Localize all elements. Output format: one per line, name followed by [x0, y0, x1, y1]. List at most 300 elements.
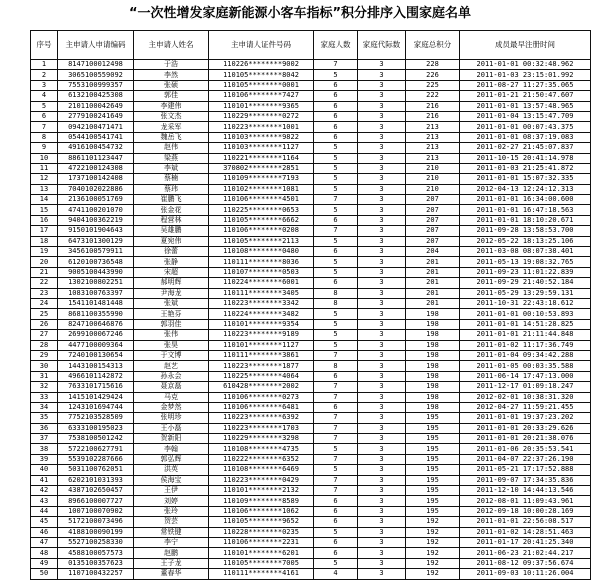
cell-serial: 13 [31, 185, 58, 195]
cell-id-number: 110101********6201 [209, 548, 314, 558]
cell-applicant-name: 李然 [134, 70, 209, 80]
cell-earliest-registration: 2011-09-03 10:11:26.004 [460, 569, 591, 579]
cell-id-number: 110229********0272 [209, 112, 314, 122]
cell-total-points: 201 [406, 289, 460, 299]
cell-generations: 3 [358, 195, 406, 205]
cell-earliest-registration: 2011-01-06 20:35:53.541 [460, 444, 591, 454]
cell-household-size: 7 [314, 486, 358, 496]
cell-household-size: 6 [314, 507, 358, 517]
cell-generations: 3 [358, 216, 406, 226]
cell-total-points: 195 [406, 444, 460, 454]
cell-household-size: 8 [314, 289, 358, 299]
table-row [31, 81, 591, 91]
cell-household-size: 6 [314, 372, 358, 382]
cell-applicant-name: 张明珍 [134, 413, 209, 423]
cell-application-code: 1083100763397 [58, 289, 134, 299]
cell-application-code: 0135100357623 [58, 559, 134, 569]
column-header-total-points: 家庭总积分 [406, 31, 460, 60]
cell-generations: 3 [358, 444, 406, 454]
cell-application-code: 1243101694744 [58, 403, 134, 413]
cell-id-number: 110106********1062 [209, 507, 314, 517]
cell-total-points: 195 [406, 434, 460, 444]
table-row [31, 133, 591, 143]
table-row [31, 91, 591, 101]
cell-household-size: 4 [314, 569, 358, 579]
cell-earliest-registration: 2011-12-17 01:09:18.247 [460, 382, 591, 392]
cell-generations: 3 [358, 351, 406, 361]
cell-applicant-name: 洪英 [134, 465, 209, 475]
cell-household-size: 5 [314, 70, 358, 80]
cell-household-size: 6 [314, 81, 358, 91]
cell-id-number: 110105********8042 [209, 70, 314, 80]
cell-id-number: 110229********3298 [209, 434, 314, 444]
cell-total-points: 226 [406, 70, 460, 80]
cell-id-number: 110108********4735 [209, 444, 314, 454]
cell-id-number: 110101********2132 [209, 486, 314, 496]
cell-generations: 3 [358, 434, 406, 444]
cell-total-points: 198 [406, 351, 460, 361]
cell-total-points: 213 [406, 122, 460, 132]
cell-id-number: 110103********9822 [209, 133, 314, 143]
cell-id-number: 110111********3405 [209, 289, 314, 299]
cell-application-code: 5527100258330 [58, 538, 134, 548]
cell-generations: 3 [358, 341, 406, 351]
table-row [31, 486, 591, 496]
cell-applicant-name: 常铁键 [134, 528, 209, 538]
cell-household-size: 5 [314, 257, 358, 267]
cell-id-number: 110225********0653 [209, 205, 314, 215]
cell-earliest-registration: 2011-05-13 19:08:32.765 [460, 257, 591, 267]
table-row [31, 548, 591, 558]
cell-household-size: 7 [314, 382, 358, 392]
cell-earliest-registration: 2011-01-01 20:33:29.626 [460, 424, 591, 434]
cell-id-number: 110106********0208 [209, 226, 314, 236]
cell-serial: 10 [31, 154, 58, 164]
table-row [31, 434, 591, 444]
table-row [31, 424, 591, 434]
cell-serial: 14 [31, 195, 58, 205]
cell-applicant-name: 王艳芬 [134, 309, 209, 319]
cell-id-number: 110111********4161 [209, 569, 314, 579]
cell-household-size: 6 [314, 538, 358, 548]
cell-household-size: 5 [314, 268, 358, 278]
cell-id-number: 110106********7427 [209, 91, 314, 101]
cell-serial: 40 [31, 465, 58, 475]
cell-applicant-name: 吴雄鹏 [134, 226, 209, 236]
cell-serial: 8 [31, 133, 58, 143]
cell-earliest-registration: 2011-01-01 00:10:53.893 [460, 309, 591, 319]
cell-id-number: 110106********2231 [209, 538, 314, 548]
cell-applicant-name: 侯海宝 [134, 476, 209, 486]
cell-total-points: 207 [406, 205, 460, 215]
cell-total-points: 213 [406, 143, 460, 153]
cell-id-number: 110221********1164 [209, 154, 314, 164]
table-row [31, 559, 591, 569]
cell-serial: 1 [31, 60, 58, 70]
cell-applicant-name: 于文博 [134, 351, 209, 361]
cell-serial: 27 [31, 330, 58, 340]
cell-id-number: 370802********2851 [209, 164, 314, 174]
cell-applicant-name: 刘婷 [134, 496, 209, 506]
cell-total-points: 216 [406, 112, 460, 122]
table-row [31, 341, 591, 351]
cell-id-number: 110105********7005 [209, 559, 314, 569]
ranking-table [30, 30, 591, 580]
cell-application-code: 6120100736548 [58, 257, 134, 267]
cell-household-size: 5 [314, 154, 358, 164]
table-row [31, 569, 591, 579]
cell-earliest-registration: 2012-04-13 12:24:12.313 [460, 185, 591, 195]
cell-generations: 3 [358, 330, 406, 340]
cell-earliest-registration: 2011-08-12 09:37:56.674 [460, 559, 591, 569]
cell-id-number: 110224********6001 [209, 278, 314, 288]
cell-applicant-name: 崔鹏飞 [134, 195, 209, 205]
cell-application-code: 4387102650457 [58, 486, 134, 496]
cell-applicant-name: 于浩 [134, 60, 209, 70]
column-header-applicant-name: 主申请人姓名 [134, 31, 209, 60]
cell-earliest-registration: 2011-01-01 00:07:43.375 [460, 122, 591, 132]
table-row [31, 237, 591, 247]
cell-generations: 3 [358, 60, 406, 70]
cell-id-number: 110101********1127 [209, 341, 314, 351]
cell-earliest-registration: 2011-01-04 13:15:47.709 [460, 112, 591, 122]
cell-id-number: 110226********9002 [209, 60, 314, 70]
cell-generations: 3 [358, 268, 406, 278]
cell-generations: 3 [358, 133, 406, 143]
cell-earliest-registration: 2011-01-21 21:50:47.607 [460, 91, 591, 101]
page-title: “一次性增发家庭新能源小客车指标”积分排序入围家庭名单 [128, 6, 472, 21]
cell-application-code: 1541101481448 [58, 299, 134, 309]
cell-household-size: 5 [314, 143, 358, 153]
cell-serial: 39 [31, 455, 58, 465]
cell-application-code: 4722100124308 [58, 164, 134, 174]
cell-household-size: 7 [314, 60, 358, 70]
cell-generations: 3 [358, 382, 406, 392]
cell-serial: 32 [31, 382, 58, 392]
cell-total-points: 225 [406, 81, 460, 91]
cell-generations: 3 [358, 226, 406, 236]
cell-total-points: 198 [406, 320, 460, 330]
cell-total-points: 198 [406, 403, 460, 413]
cell-applicant-name: 张金花 [134, 205, 209, 215]
cell-generations: 3 [358, 299, 406, 309]
cell-household-size: 5 [314, 559, 358, 569]
cell-applicant-name: 李斌 [134, 164, 209, 174]
cell-serial: 17 [31, 226, 58, 236]
cell-application-code: 6333100195023 [58, 424, 134, 434]
cell-generations: 3 [358, 247, 406, 257]
cell-serial: 3 [31, 81, 58, 91]
cell-application-code: 2101100042649 [58, 102, 134, 112]
cell-application-code: 9404100362219 [58, 216, 134, 226]
cell-application-code: 1302100802251 [58, 278, 134, 288]
cell-applicant-name: 郝明辉 [134, 278, 209, 288]
cell-household-size: 7 [314, 476, 358, 486]
cell-serial: 21 [31, 268, 58, 278]
cell-serial: 25 [31, 309, 58, 319]
table-row [31, 70, 591, 80]
cell-serial: 18 [31, 237, 58, 247]
cell-application-code: 4188100090199 [58, 528, 134, 538]
table-row [31, 289, 591, 299]
cell-serial: 38 [31, 444, 58, 454]
cell-application-code: 4966101142872 [58, 372, 134, 382]
cell-earliest-registration: 2011-09-23 11:01:22.839 [460, 268, 591, 278]
cell-earliest-registration: 2011-06-14 17:47:13.000 [460, 372, 591, 382]
cell-generations: 3 [358, 112, 406, 122]
cell-household-size: 5 [314, 174, 358, 184]
cell-serial: 20 [31, 257, 58, 267]
table-row [31, 185, 591, 195]
cell-application-code: 1415101429424 [58, 393, 134, 403]
table-row [31, 507, 591, 517]
cell-earliest-registration: 2011-03-08 08:07:38.401 [460, 247, 591, 257]
cell-earliest-registration: 2011-08-27 11:27:35.065 [460, 81, 591, 91]
cell-serial: 44 [31, 507, 58, 517]
cell-application-code: 4916100454732 [58, 143, 134, 153]
cell-id-number: 110106********6481 [209, 403, 314, 413]
table-row [31, 372, 591, 382]
cell-total-points: 198 [406, 382, 460, 392]
cell-generations: 3 [358, 496, 406, 506]
cell-applicant-name: 王伊 [134, 486, 209, 496]
table-row [31, 496, 591, 506]
cell-application-code: 7040102022886 [58, 185, 134, 195]
cell-household-size: 6 [314, 112, 358, 122]
cell-applicant-name: 王子龙 [134, 559, 209, 569]
cell-total-points: 198 [406, 361, 460, 371]
cell-generations: 3 [358, 289, 406, 299]
cell-serial: 34 [31, 403, 58, 413]
cell-applicant-name: 孙永会 [134, 372, 209, 382]
cell-earliest-registration: 2011-01-01 20:21:38.076 [460, 434, 591, 444]
cell-total-points: 198 [406, 372, 460, 382]
cell-application-code: 6202101031393 [58, 476, 134, 486]
cell-applicant-name: 郭佳 [134, 91, 209, 101]
cell-applicant-name: 程营林 [134, 216, 209, 226]
cell-household-size: 5 [314, 341, 358, 351]
table-row [31, 143, 591, 153]
cell-total-points: 195 [406, 507, 460, 517]
table-row [31, 257, 591, 267]
cell-total-points: 207 [406, 195, 460, 205]
cell-generations: 3 [358, 559, 406, 569]
cell-id-number: 110108********0480 [209, 247, 314, 257]
cell-application-code: 5722100627791 [58, 444, 134, 454]
cell-serial: 23 [31, 289, 58, 299]
cell-serial: 28 [31, 341, 58, 351]
table-row [31, 247, 591, 257]
cell-total-points: 195 [406, 455, 460, 465]
table-row [31, 205, 591, 215]
table-row [31, 361, 591, 371]
table-row [31, 102, 591, 112]
cell-total-points: 228 [406, 60, 460, 70]
cell-total-points: 192 [406, 548, 460, 558]
cell-application-code: 7553100999357 [58, 81, 134, 91]
cell-total-points: 192 [406, 538, 460, 548]
cell-id-number: 110228********0235 [209, 528, 314, 538]
cell-applicant-name: 梁燕 [134, 154, 209, 164]
cell-generations: 3 [358, 91, 406, 101]
cell-household-size: 6 [314, 517, 358, 527]
cell-application-code: 6473101300129 [58, 237, 134, 247]
cell-applicant-name: 蔡玮 [134, 185, 209, 195]
cell-earliest-registration: 2011-09-07 17:34:35.836 [460, 476, 591, 486]
cell-household-size: 5 [314, 185, 358, 195]
table-row [31, 517, 591, 527]
cell-earliest-registration: 2011-12-10 14:44:13.546 [460, 486, 591, 496]
table-row [31, 174, 591, 184]
table-row [31, 278, 591, 288]
cell-serial: 41 [31, 476, 58, 486]
cell-total-points: 216 [406, 102, 460, 112]
cell-household-size: 6 [314, 102, 358, 112]
cell-application-code: 5539102287666 [58, 455, 134, 465]
cell-earliest-registration: 2011-01-02 11:17:36.749 [460, 341, 591, 351]
cell-applicant-name: 张静 [134, 257, 209, 267]
cell-total-points: 195 [406, 476, 460, 486]
cell-id-number: 110106********4501 [209, 195, 314, 205]
table-row [31, 112, 591, 122]
column-header-generations: 家庭代际数 [358, 31, 406, 60]
cell-earliest-registration: 2011-01-03 23:15:01.992 [460, 70, 591, 80]
table-row [31, 351, 591, 361]
cell-id-number: 110108********6469 [209, 465, 314, 475]
cell-earliest-registration: 2011-10-31 22:43:18.612 [460, 299, 591, 309]
table-row [31, 444, 591, 454]
cell-serial: 48 [31, 548, 58, 558]
cell-id-number: 110101********9365 [209, 102, 314, 112]
cell-applicant-name: 马克 [134, 393, 209, 403]
cell-household-size: 5 [314, 330, 358, 340]
cell-id-number: 110109********7193 [209, 174, 314, 184]
cell-total-points: 198 [406, 393, 460, 403]
cell-generations: 3 [358, 507, 406, 517]
cell-earliest-registration: 2012-04-27 11:59:21.455 [460, 403, 591, 413]
cell-applicant-name: 聂京磊 [134, 382, 209, 392]
cell-generations: 3 [358, 102, 406, 112]
cell-serial: 36 [31, 424, 58, 434]
cell-application-code: 1443100154313 [58, 361, 134, 371]
cell-id-number: 110223********1001 [209, 122, 314, 132]
cell-serial: 19 [31, 247, 58, 257]
cell-id-number: 110106********0273 [209, 393, 314, 403]
cell-id-number: 110223********3342 [209, 299, 314, 309]
cell-household-size: 5 [314, 444, 358, 454]
cell-earliest-registration: 2011-01-01 22:56:08.517 [460, 517, 591, 527]
cell-serial: 35 [31, 413, 58, 423]
cell-earliest-registration: 2011-01-01 15:07:32.335 [460, 174, 591, 184]
column-header-application-code: 主申请人申请编码 [58, 31, 134, 60]
cell-generations: 3 [358, 70, 406, 80]
cell-application-code: 7752103528509 [58, 413, 134, 423]
cell-generations: 3 [358, 569, 406, 579]
cell-household-size: 6 [314, 496, 358, 506]
cell-id-number: 110102********1081 [209, 185, 314, 195]
cell-application-code: 2136100051769 [58, 195, 134, 205]
cell-total-points: 207 [406, 226, 460, 236]
cell-total-points: 195 [406, 413, 460, 423]
cell-applicant-name: 赵鹏 [134, 548, 209, 558]
table-row [31, 330, 591, 340]
table-row [31, 309, 591, 319]
table-row [31, 476, 591, 486]
cell-generations: 3 [358, 320, 406, 330]
cell-application-code: 1007100070902 [58, 507, 134, 517]
cell-total-points: 201 [406, 299, 460, 309]
cell-id-number: 110224********3482 [209, 309, 314, 319]
cell-household-size: 7 [314, 351, 358, 361]
cell-serial: 42 [31, 486, 58, 496]
cell-earliest-registration: 2011-06-23 21:02:44.217 [460, 548, 591, 558]
cell-application-code: 2779100241649 [58, 112, 134, 122]
cell-application-code: 3456100579911 [58, 247, 134, 257]
cell-id-number: 110105********6662 [209, 216, 314, 226]
cell-serial: 5 [31, 102, 58, 112]
cell-earliest-registration: 2011-05-21 17:17:52.888 [460, 465, 591, 475]
cell-total-points: 210 [406, 185, 460, 195]
cell-generations: 3 [358, 528, 406, 538]
cell-applicant-name: 蔡楠 [134, 174, 209, 184]
cell-application-code: 8966100007727 [58, 496, 134, 506]
cell-serial: 24 [31, 299, 58, 309]
cell-application-code: 4588100057573 [58, 548, 134, 558]
cell-household-size: 7 [314, 195, 358, 205]
cell-applicant-name: 李翰 [134, 444, 209, 454]
cell-applicant-name: 张斌 [134, 299, 209, 309]
cell-id-number: 110223********0429 [209, 476, 314, 486]
table-row [31, 60, 591, 70]
cell-applicant-name: 魏岳飞 [134, 133, 209, 143]
cell-earliest-registration: 2011-01-01 21:11:44.848 [460, 330, 591, 340]
cell-generations: 3 [358, 81, 406, 91]
cell-serial: 26 [31, 320, 58, 330]
cell-applicant-name: 赵艺 [134, 361, 209, 371]
cell-applicant-name: 李宁 [134, 538, 209, 548]
cell-generations: 3 [358, 122, 406, 132]
cell-serial: 30 [31, 361, 58, 371]
cell-serial: 33 [31, 393, 58, 403]
cell-generations: 3 [358, 393, 406, 403]
cell-serial: 2 [31, 70, 58, 80]
cell-application-code: 2699100067246 [58, 330, 134, 340]
cell-application-code: 5172100073496 [58, 517, 134, 527]
cell-generations: 3 [358, 486, 406, 496]
cell-serial: 15 [31, 205, 58, 215]
cell-generations: 3 [358, 538, 406, 548]
table-row [31, 299, 591, 309]
cell-id-number: 110225********4064 [209, 372, 314, 382]
cell-application-code: 9150101904643 [58, 226, 134, 236]
cell-application-code: 0942100471471 [58, 122, 134, 132]
cell-applicant-name: 贺芸 [134, 517, 209, 527]
cell-total-points: 192 [406, 569, 460, 579]
cell-total-points: 213 [406, 133, 460, 143]
cell-earliest-registration: 2011-01-01 19:37:23.202 [460, 413, 591, 423]
cell-applicant-name: 张昊 [134, 341, 209, 351]
cell-total-points: 195 [406, 496, 460, 506]
cell-earliest-registration: 2011-01-05 00:03:35.588 [460, 361, 591, 371]
cell-household-size: 6 [314, 548, 358, 558]
table-row [31, 465, 591, 475]
cell-earliest-registration: 2012-05-22 18:13:25.106 [460, 237, 591, 247]
cell-earliest-registration: 2011-09-28 13:58:53.700 [460, 226, 591, 236]
cell-applicant-name: 郭羽佳 [134, 320, 209, 330]
cell-total-points: 192 [406, 559, 460, 569]
table-row [31, 393, 591, 403]
cell-earliest-registration: 2011-04-07 22:37:26.190 [460, 455, 591, 465]
